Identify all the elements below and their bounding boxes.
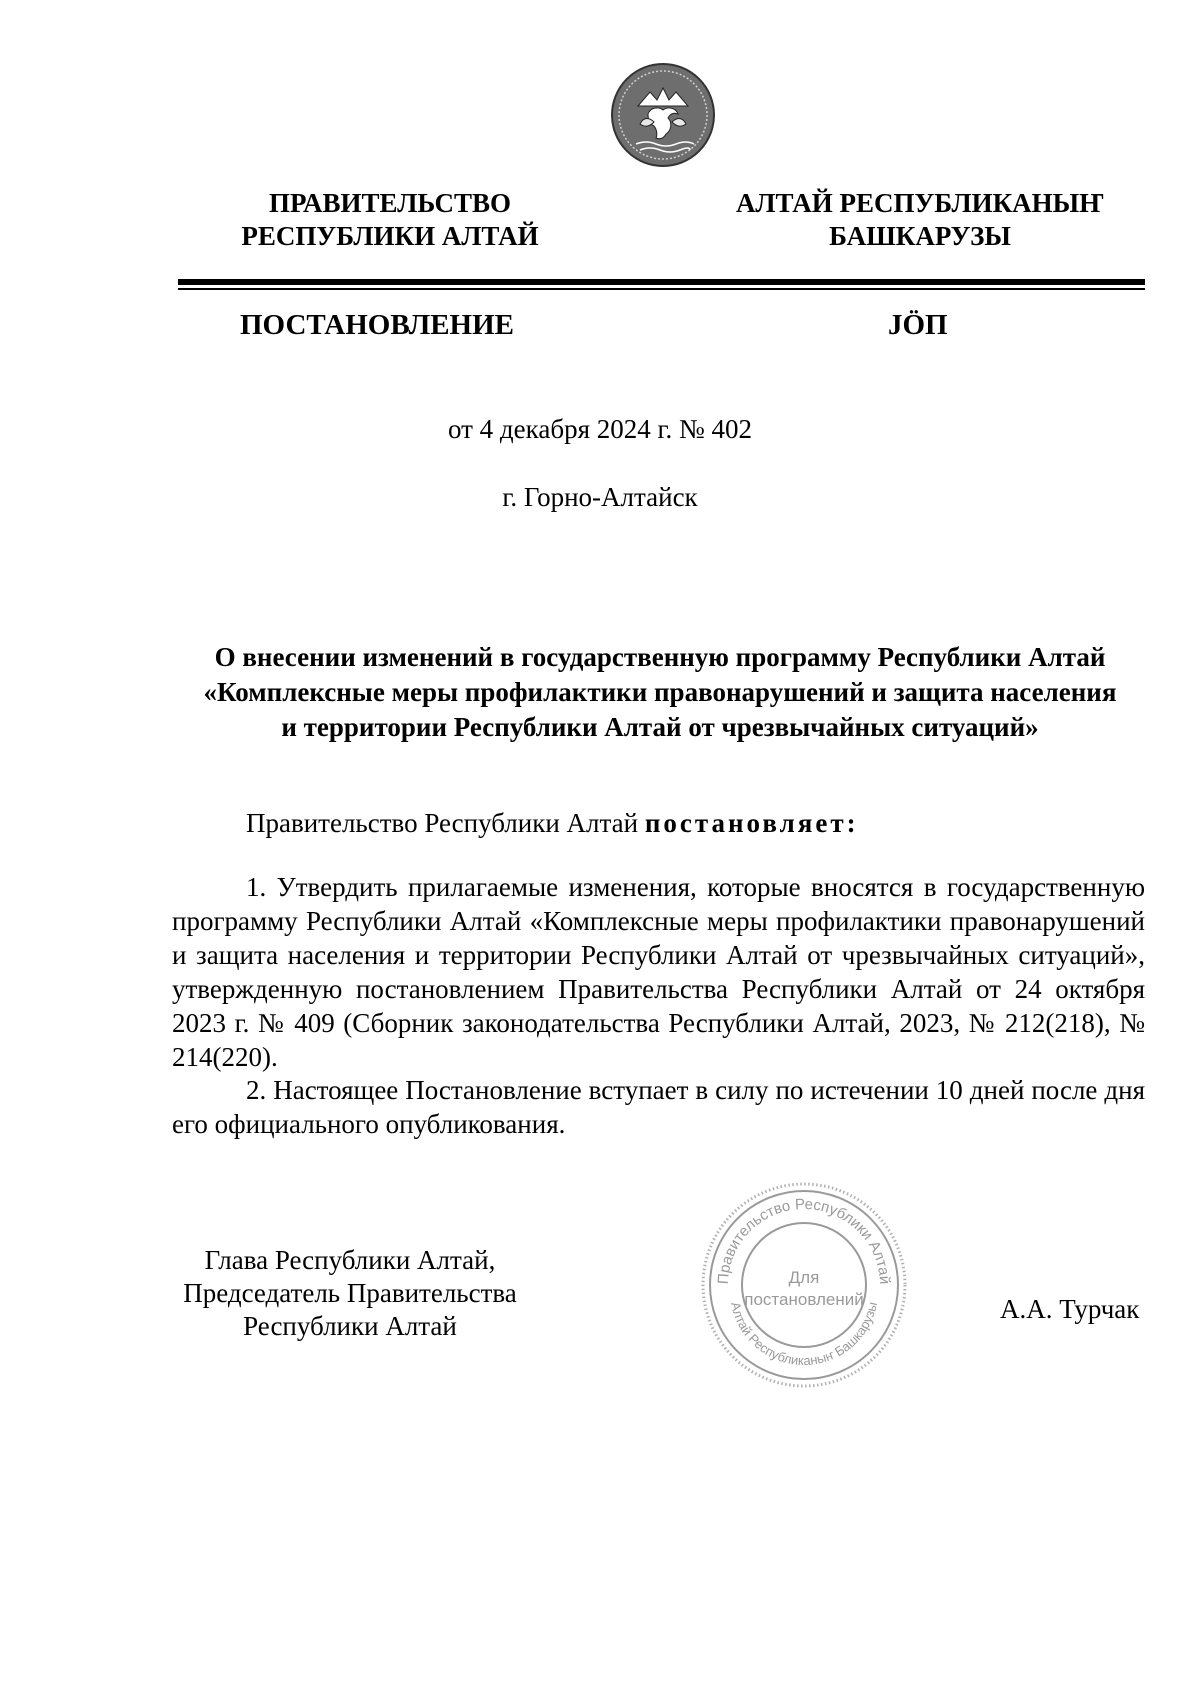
header-right: [720, 187, 1120, 253]
paragraph-1: 1. Утвердить прилагаемые изменения, которые вносятся в государственную программу Республики Алтай «Комплексные меры профилактики правонарушений и защита населения и территории Республики Алтай от чрезвычайных ситуаций», утвержденную постановлением Правительства Республики Алтай от 24 октября 2023 г. № 409 (Сборник законодательства Республики Алтай, 2023, № 212(218), № 214(220).: [172, 872, 1145, 1072]
stamp-center-line2: постановлений: [744, 1290, 864, 1309]
paragraph-2: 2. Настоящее Постановление вступает в силу по истечении 10 дней после дня его официального опубликования.: [172, 1075, 1145, 1139]
stamp-center-line1: Для: [788, 1268, 820, 1287]
official-stamp: [700, 1181, 908, 1389]
document-title: [170, 640, 1150, 745]
header-rule-thin: [178, 288, 1145, 290]
header-left-line2: РЕСПУБЛИКИ АЛТАЙ: [241, 221, 539, 251]
signer-position-line2: Председатель Правительства: [183, 1278, 517, 1308]
document-title-line2: «Комплексные меры профилактики правонарушений и защита населения: [203, 677, 1117, 707]
document-title-line1: О внесении изменений в государственную программу Республики Алтай: [214, 642, 1106, 672]
date-and-number: от 4 декабря 2024 г. № 402: [447, 414, 753, 444]
signer-position: [170, 1244, 530, 1343]
header-right-line2: БАШКАРУЗЫ: [829, 221, 1011, 251]
republic-emblem: [610, 62, 716, 168]
doc-type-russian: ПОСТАНОВЛЕНИЕ: [240, 309, 515, 341]
stamp-outer-bottom-text: Алтай Республиканыҥ Башкарузы: [727, 1300, 881, 1369]
stamp-outer-top-text: Правительство Республики Алтай: [714, 1195, 894, 1285]
intro-decree-word: постановляет:: [644, 808, 859, 838]
header-right-line1: АЛТАЙ РЕСПУБЛИКАНЫҤ: [735, 188, 1105, 218]
signer-name: А.А. Турчак: [1000, 1294, 1140, 1324]
document-title-line3: и территории Республики Алтай от чрезвычайных ситуаций»: [281, 712, 1039, 742]
city: г. Горно-Алтайск: [502, 482, 698, 512]
signer-position-line3: Республики Алтай: [243, 1311, 457, 1341]
signer-position-line1: Глава Республики Алтай,: [204, 1245, 496, 1275]
header-rule-thick: [178, 279, 1145, 285]
intro-sentence: [246, 806, 859, 840]
header-left-line1: ПРАВИТЕЛЬСТВО: [268, 188, 512, 218]
doc-type-altai: JÖП: [888, 309, 948, 341]
intro-text: Правительство Республики Алтай: [246, 808, 645, 838]
header-left: [220, 187, 560, 253]
